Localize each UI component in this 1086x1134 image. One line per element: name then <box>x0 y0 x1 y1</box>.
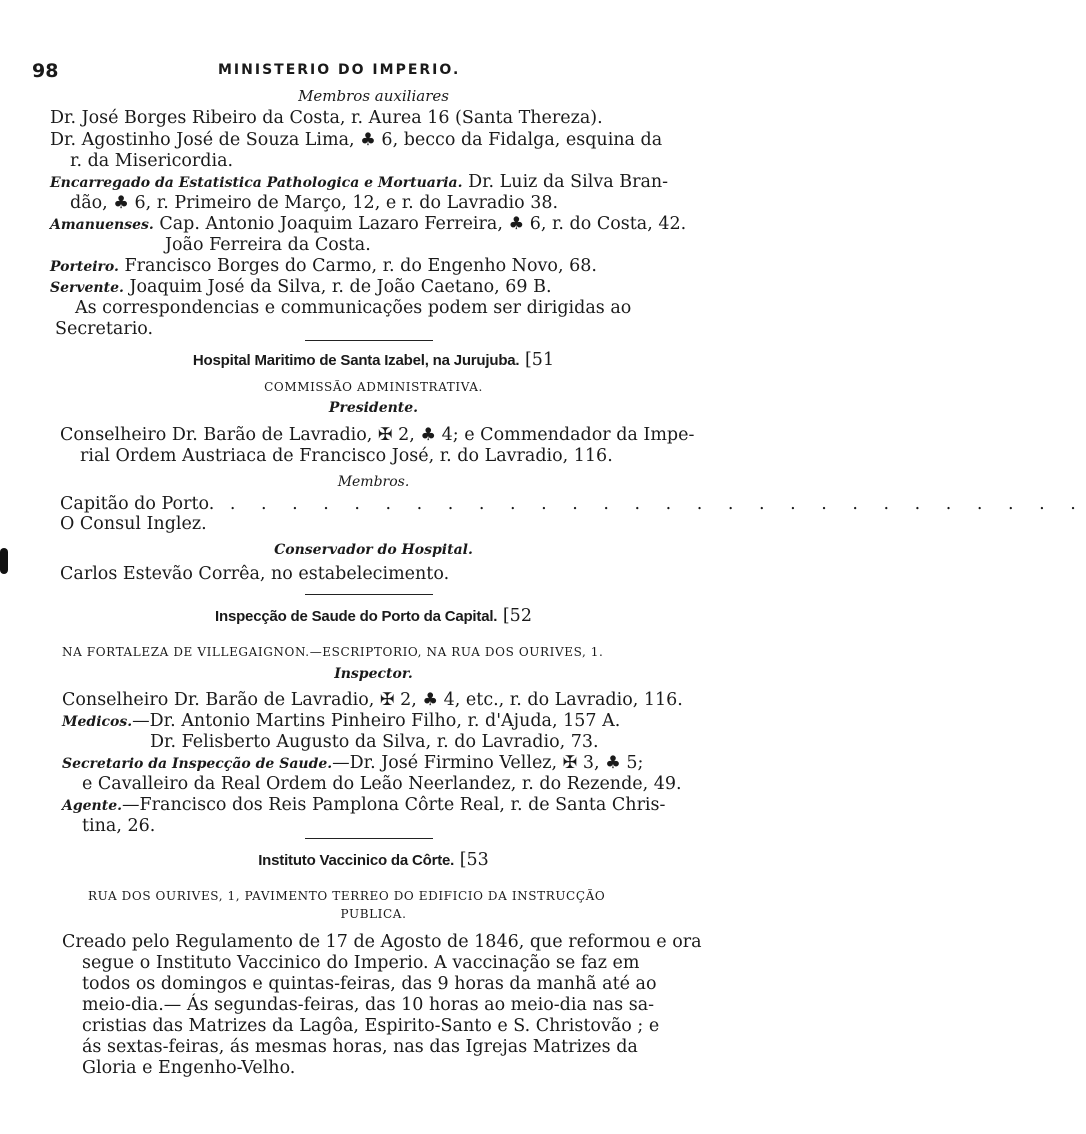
section-ref: [52 <box>502 606 532 626</box>
section-heading-membros-auxiliares: Membros auxiliares <box>298 87 449 105</box>
text-line <box>50 256 597 277</box>
section-divider <box>305 838 433 839</box>
section-ref: [53 <box>459 850 489 870</box>
text-line: segue o Instituto Vaccinico do Imperio. A vaccinação se faz em <box>82 953 640 973</box>
text-line: meio-dia.— Ás segundas-feiras, das 10 horas ao meio-dia nas sa- <box>82 995 655 1015</box>
text-line: rial Ordem Austriaca de Francisco José, r. do Lavradio, 116. <box>80 446 613 466</box>
text-line: e Cavalleiro da Real Ordem do Leão Neerlandez, r. do Rezende, 49. <box>82 774 682 794</box>
text-line: Gloria e Engenho-Velho. <box>82 1058 296 1078</box>
text-line: Carlos Estevão Corrêa, no estabelecimento. <box>60 564 450 584</box>
section-title-inspeccao <box>0 606 747 627</box>
entry-label: Encarregado da Estatistica Pathologica e Mortuaria. <box>50 175 463 191</box>
text-line: cristias das Matrizes da Lagôa, Espirito-Santo e S. Christovão ; e <box>82 1016 660 1036</box>
running-title: MINISTERIO DO IMPERIO. <box>218 62 461 78</box>
subheading-conservador: Conservador do Hospital. <box>274 542 473 558</box>
ink-blot <box>0 548 8 574</box>
section-title-hospital <box>0 350 747 371</box>
entry-label: Servente. <box>50 280 124 296</box>
text-line: Creado pelo Regulamento de 17 de Agosto de 1846, que reformou e ora <box>62 932 702 952</box>
text-line: ás sextas-feiras, ás mesmas horas, nas das Igrejas Matrizes da <box>82 1037 638 1057</box>
section-subtitle: COMMISSÃO ADMINISTRATIVA. <box>264 380 483 394</box>
text-line: Conselheiro Dr. Barão de Lavradio, ✠ 2, ♣ 4, etc., r. do Lavradio, 116. <box>62 690 683 710</box>
entry-text: Capitão do Porto. <box>60 494 215 514</box>
text-line: O Consul Inglez. <box>60 514 207 534</box>
subheading-membros: Membros. <box>337 474 410 490</box>
text-line <box>50 277 552 298</box>
subheading-inspector: Inspector. <box>334 666 413 682</box>
section-address: RUA DOS OURIVES, 1, PAVIMENTO TERREO DO EDIFICIO DA INSTRUCÇÃO <box>88 889 606 903</box>
text-line: João Ferreira da Costa. <box>165 235 371 255</box>
entry-text: Cap. Antonio Joaquim Lazaro Ferreira, ♣ 6, r. do Costa, 42. <box>153 214 687 234</box>
entry-label: Porteiro. <box>50 259 119 275</box>
section-ref: [51 <box>524 350 555 370</box>
entry-label: Secretario da Inspecção de Saude. <box>62 756 333 772</box>
section-title-text: Inspecção de Saude do Porto da Capital. <box>215 608 498 625</box>
text-line: Dr. José Borges Ribeiro da Costa, r. Aurea 16 (Santa Thereza). <box>50 108 603 128</box>
text-line <box>62 753 643 774</box>
text-line: todos os domingos e quintas-feiras, das 9 horas da manhã até ao <box>82 974 657 994</box>
section-address: PUBLICA. <box>340 907 407 921</box>
section-title-text: Hospital Maritimo de Santa Izabel, na Jurujuba. <box>192 352 520 369</box>
text-line: Dr. Felisberto Augusto da Silva, r. do Lavradio, 73. <box>150 732 599 752</box>
text-line: dão, ♣ 6, r. Primeiro de Março, 12, e r. do Lavradio 38. <box>70 193 559 213</box>
section-title-instituto <box>0 850 747 871</box>
text-line <box>50 172 668 193</box>
entry-text: —Dr. Antonio Martins Pinheiro Filho, r. d'Ajuda, 157 A. <box>132 711 621 731</box>
text-line: Dr. Agostinho José de Souza Lima, ♣ 6, becco da Fidalga, esquina da <box>50 130 663 150</box>
entry-text: —Francisco dos Reis Pamplona Côrte Real, r. de Santa Chris- <box>122 795 666 815</box>
subheading-presidente: Presidente. <box>328 400 419 416</box>
text-line: Secretario. <box>55 319 154 339</box>
entry-label: Agente. <box>62 798 122 814</box>
entry-text: Dr. Luiz da Silva Bran- <box>462 172 669 192</box>
section-title-text: Instituto Vaccinico da Côrte. <box>258 852 455 869</box>
text-line <box>50 214 686 235</box>
text-line: r. da Misericordia. <box>70 151 234 171</box>
entry-text: Joaquim José da Silva, r. de João Caetano, 69 B. <box>123 277 552 297</box>
entry-label: Medicos. <box>62 714 133 730</box>
section-divider <box>305 594 433 595</box>
section-divider <box>305 340 433 341</box>
entry-text: Francisco Borges do Carmo, r. do Engenho Novo, 68. <box>118 256 597 276</box>
entry-label: Amanuenses. <box>50 217 154 233</box>
entry-text: —Dr. José Firmino Vellez, ✠ 3, ♣ 5; <box>332 753 644 773</box>
page-number: 98 <box>32 60 59 82</box>
text-line: As correspondencias e communicações podem ser dirigidas ao <box>75 298 632 318</box>
section-address: NA FORTALEZA DE VILLEGAIGNON.—ESCRIPTORIO, NA RUA DOS OURIVES, 1. <box>62 645 604 659</box>
text-line: Conselheiro Dr. Barão de Lavradio, ✠ 2, ♣ 4; e Commendador da Impe- <box>60 425 695 445</box>
text-line: tina, 26. <box>82 816 156 836</box>
text-line <box>62 711 620 732</box>
text-line: Capitão do Porto. . . . . . . . . . . . . . . . . . . . . . . . . . . . . <box>60 494 1086 514</box>
text-line <box>62 795 665 816</box>
